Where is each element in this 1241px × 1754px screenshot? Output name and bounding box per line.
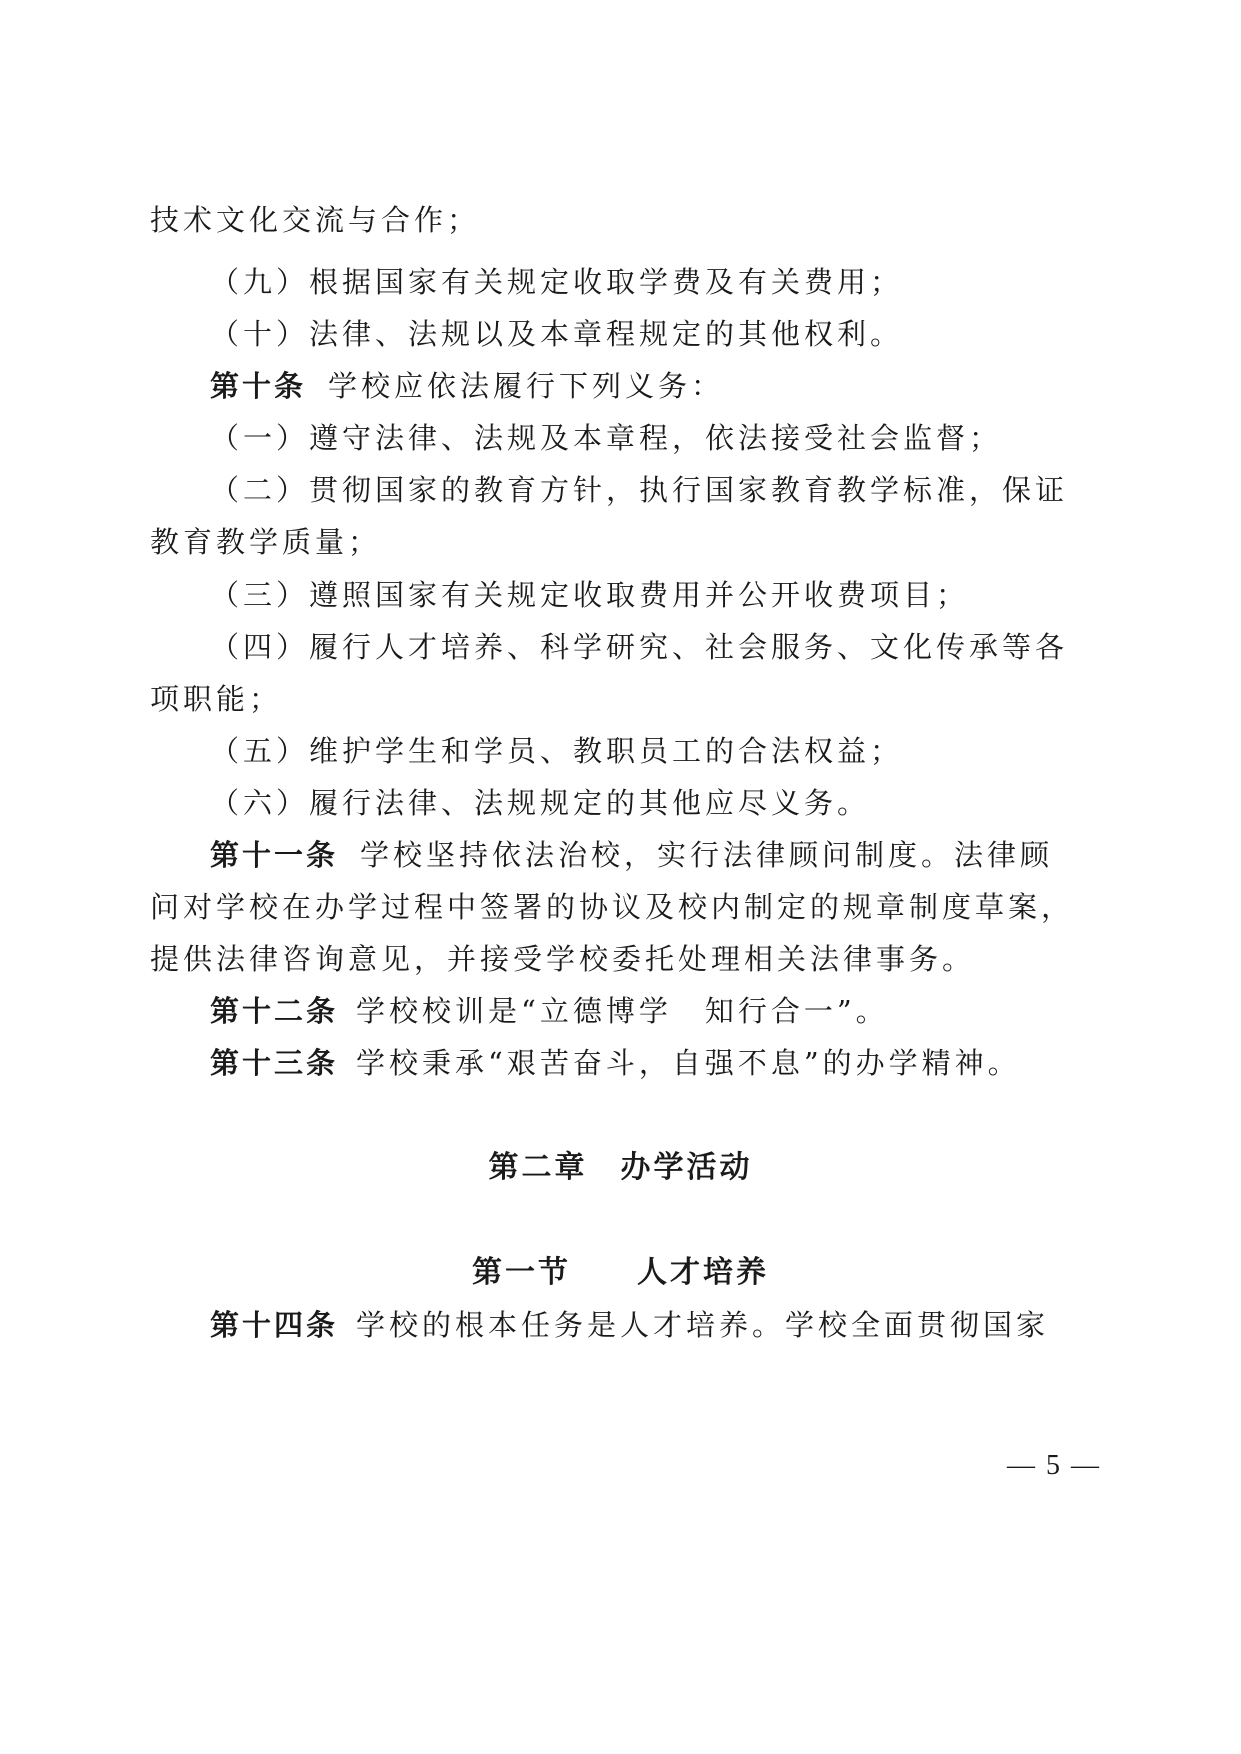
article-label: 第十三条 [210, 1046, 339, 1080]
line-text: 技术文化交流与合作； [150, 203, 481, 237]
line-text: （二）贯彻国家的教育方针，执行国家教育教学标准，保证 [210, 473, 1069, 507]
paragraph-line [150, 200, 480, 240]
article-10 [210, 366, 724, 406]
line-text: 问对学校在办学过程中签署的协议及校内制定的规章制度草案， [150, 890, 1075, 924]
line-text: 提供法律咨询意见，并接受学校委托处理相关法律事务。 [150, 942, 976, 976]
article-text: 学校的根本任务是人才培养。学校全面贯彻国家 [356, 1308, 1050, 1342]
article-13 [210, 1043, 1021, 1083]
line-text: （四）履行人才培养、科学研究、社会服务、文化传承等各 [210, 630, 1069, 664]
section-heading: 第一节 人才培养 [472, 1255, 769, 1290]
line-text: （三）遵照国家有关规定收取费用并公开收费项目； [210, 578, 970, 612]
article-label: 第十二条 [210, 994, 339, 1028]
line-text: （十）法律、法规以及本章程规定的其他权利。 [210, 317, 904, 351]
article-text: 学校应依法履行下列义务： [328, 369, 725, 403]
line-text: （五）维护学生和学员、教职员工的合法权益； [210, 734, 904, 768]
article-text: 学校秉承“艰苦奋斗，自强不息”的办学精神。 [356, 1046, 1021, 1080]
page-number: — 5 — [1007, 1450, 1101, 1481]
article-label: 第十四条 [210, 1308, 339, 1342]
paragraph-line [150, 679, 282, 719]
chapter-heading: 第二章 办学活动 [488, 1150, 753, 1185]
article-11 [210, 835, 1053, 875]
article-label: 第十条 [210, 369, 307, 403]
line-text: 教育教学质量； [150, 525, 382, 559]
list-item-10 [210, 314, 903, 354]
article-text: 学校坚持依法治校，实行法律顾问制度。法律顾 [360, 838, 1054, 872]
line-text: （一）遵守法律、法规及本章程，依法接受社会监督； [210, 421, 1003, 455]
paragraph-line [150, 939, 975, 979]
paragraph-line [150, 522, 381, 562]
article-label: 第十一条 [210, 838, 339, 872]
article-text: 学校校训是“立德博学 知行合一”。 [356, 994, 889, 1028]
list-item-5 [210, 731, 903, 771]
line-text: 项职能； [150, 682, 283, 716]
list-item-4 [210, 627, 1068, 667]
article-12 [210, 991, 889, 1031]
list-item-6 [210, 783, 870, 823]
list-item-1 [210, 418, 1002, 458]
line-text: （九）根据国家有关规定收取学费及有关费用； [210, 265, 904, 299]
article-14 [210, 1305, 1049, 1345]
list-item-2 [210, 470, 1068, 510]
list-item-3 [210, 575, 969, 615]
paragraph-line [150, 887, 1074, 927]
line-text: （六）履行法律、法规规定的其他应尽义务。 [210, 786, 871, 820]
list-item-9 [210, 262, 903, 302]
